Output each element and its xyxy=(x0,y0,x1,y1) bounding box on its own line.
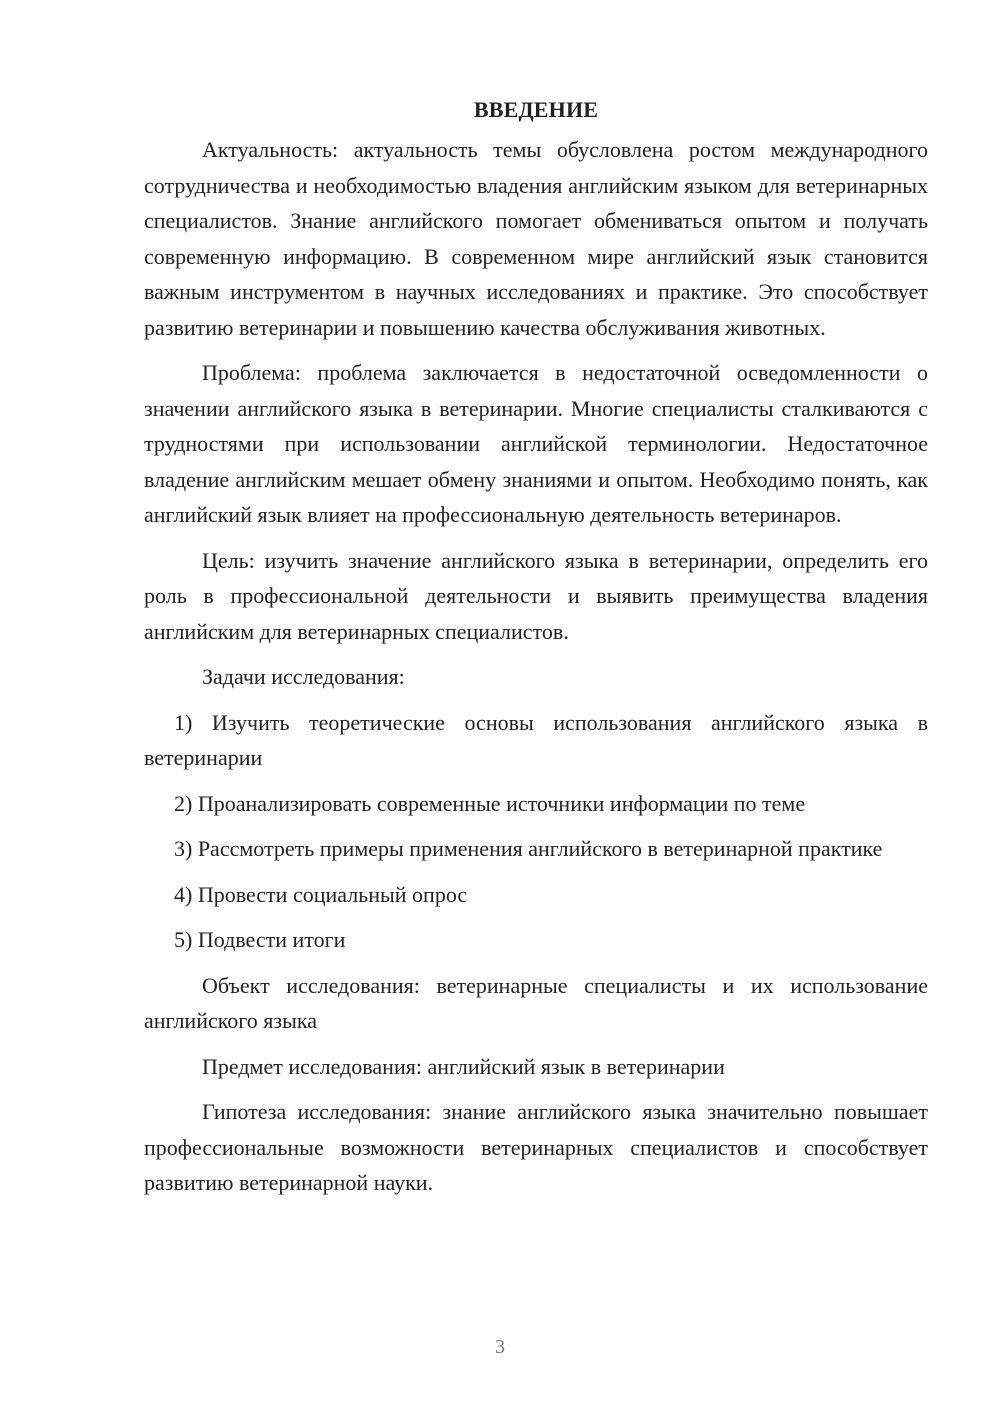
task-item-5: 5) Подвести итоги xyxy=(174,927,346,952)
page-content xyxy=(144,96,928,1211)
task-item-2: 2) Проанализировать современные источники информации по теме xyxy=(174,790,806,816)
paragraph-hypothesis: Гипотеза исследования: знание английского языка значительно повышает профессиональные возможности ветеринарных специалистов и способствует развитию ветеринарной науки. xyxy=(144,1099,928,1195)
paragraph-goal: Цель: изучить значение английского языка в ветеринарии, определить его роль в профессиональной деятельности и выявить преимущества владения английским для ветеринарных специалистов. xyxy=(144,547,928,644)
page-number: 3 xyxy=(495,1336,505,1358)
task-item-4: 4) Провести социальный опрос xyxy=(174,881,468,907)
task-item-1: 1) Изучить теоретические основы использования английского языка в ветеринарии xyxy=(144,709,928,770)
paragraph-subject: Предмет исследования: английский язык в ветеринарии xyxy=(202,1053,725,1079)
paragraph-relevance: Актуальность: актуальность темы обусловлена ростом международного сотрудничества и необходимостью владения английским языком для ветеринарных специалистов. Знание английского помогает обмениваться опытом и получать современную информацию. В современном мире английский язык становится важным инструментом в научных исследованиях и практике. Это способствует развитию ветеринарии и повышению качества обслуживания животных. xyxy=(144,137,928,340)
paragraph-tasks-heading: Задачи исследования: xyxy=(202,664,405,689)
paragraph-object: Объект исследования: ветеринарные специалисты и их использование английского языка xyxy=(144,972,928,1033)
task-item-3: 3) Рассмотреть примеры применения английского в ветеринарной практике xyxy=(174,836,883,861)
paragraph-problem: Проблема: проблема заключается в недостаточной осведомленности о значении английского языка в ветеринарии. Многие специалисты сталкиваются с трудностями при использовании английской терминологии. Недостаточное владение английским мешает обмену знаниями и опытом. Необходимо понять, как английский язык влияет на профессиональную деятельность ветеринаров. xyxy=(144,360,928,527)
section-title: ВВЕДЕНИЕ xyxy=(473,97,599,122)
